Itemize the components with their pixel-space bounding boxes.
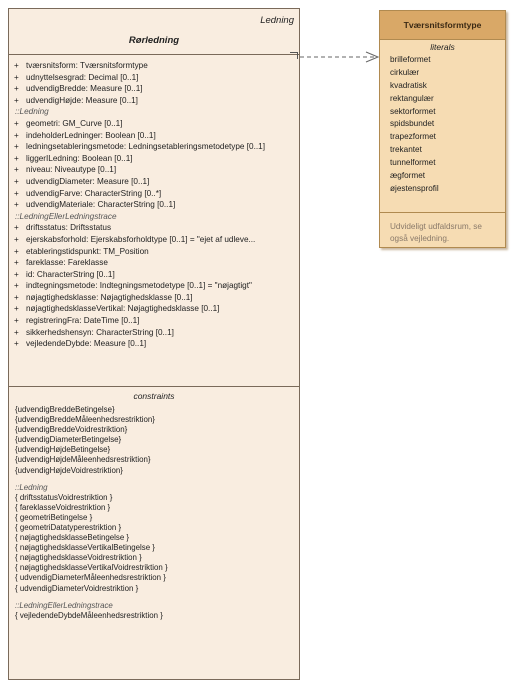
visibility-marker: + [14,292,19,302]
attribute-row [9,83,299,95]
attribute-row [9,118,299,130]
visibility-marker: + [14,153,19,163]
constraint-row: { fareklasseVoidrestriktion } [15,502,111,512]
class-box-rorledning[interactable] [8,8,300,680]
enum-name: Tværsnitsformtype [403,20,482,30]
constraint-row: {udvendigBreddeBetingelse} [15,405,115,414]
attribute-row [9,222,299,234]
attribute-text: udnyttelsesgrad: Decimal [0..1] [26,72,139,82]
constraint-row: {udvendigHøjdeMåleenhedsrestriktion} [15,455,151,465]
visibility-marker: + [14,281,19,291]
constraint-row: {udvendigHøjdeBetingelse} [15,445,111,455]
attribute-text: indtegningsmetode: Indtegningsmetodetype [0..1] = "nøjagtigt" [26,281,252,291]
constraints-divider [9,386,299,387]
enum-literal: ægformet [390,171,426,181]
attribute-text: indeholderLedninger: Boolean [0..1] [26,130,156,140]
enum-header [380,11,505,40]
enum-note: Udvideligt udfaldsrum, se også vejledning. [390,222,482,244]
attribute-text: nøjagtighedsklasseVertikal: Nøjagtighedsklasse [0..1] [26,304,220,314]
attribute-row [9,72,299,84]
visibility-marker: + [14,339,19,349]
visibility-marker: + [14,234,19,244]
attribute-text: nøjagtighedsklasse: Nøjagtighedsklasse [0..1] [26,292,193,302]
attribute-row [9,188,299,200]
class-stereotype: Ledning [260,15,294,26]
visibility-marker: + [14,188,19,198]
enum-literal: kvadratisk [390,80,427,90]
literals-title: literals [430,42,455,52]
attribute-text: udvendigMateriale: CharacterString [0..1] [26,200,176,210]
literals-list [380,54,505,196]
attribute-text: ejerskabsforhold: Ejerskabsforholdtype [0..1] = "ejet af udleve... [26,234,256,244]
attribute-text: driftsstatus: Driftsstatus [26,223,112,233]
enum-literal: cirkulær [390,67,420,77]
visibility-marker: + [14,269,19,279]
enum-box-tvaersnitsformtype[interactable] [379,10,506,248]
attribute-text: niveau: Niveautype [0..1] [26,165,117,175]
attribute-row [9,269,299,281]
constraint-row: { nøjagtighedsklasseVertikalVoidrestriktion } [15,563,168,573]
attribute-row [9,130,299,142]
attribute-row [9,327,299,339]
constraint-row: {udvendigBreddeVoidrestriktion} [15,425,128,435]
visibility-marker: + [14,61,19,70]
attribute-row [9,153,299,165]
visibility-marker: + [14,176,19,186]
constraint-row: { nøjagtighedsklasseVoidrestriktion } [15,553,142,563]
attribute-row [9,303,299,315]
attribute-text: geometri: GM_Curve [0..1] [26,118,123,128]
visibility-marker: + [14,84,19,94]
attribute-row [9,246,299,258]
visibility-marker: + [14,223,19,233]
visibility-marker: + [14,316,19,326]
constraint-row: { geometriDatatyperestriktion } [15,522,122,532]
constraint-row: { udvendigDiameterMåleenhedsrestriktion } [15,573,166,583]
attribute-row [9,257,299,269]
attribute-text: id: CharacterString [0..1] [26,269,115,279]
enum-literal: trapezformet [390,132,436,142]
inherited-group-header: ::LedningEllerLedningstrace [15,211,117,221]
constraint-row: { geometriBetingelse } [15,512,93,522]
attribute-row [9,292,299,304]
constraints-title: constraints [133,391,175,401]
visibility-marker: + [14,142,19,152]
attribute-text: tværsnitsform: Tværsnitsformtype [26,61,148,70]
attributes-compartment [9,55,299,350]
enum-literal: tunnelformet [390,158,436,168]
constraint-group-header: ::LedningEllerLedningstrace [15,600,113,610]
visibility-marker: + [14,130,19,140]
constraint-group-header: ::Ledning [15,482,48,492]
attribute-row [9,338,299,350]
enum-literal: rektangulær [390,93,434,103]
constraint-row: { nøjagtighedsklasseVertikalBetingelse } [15,543,155,553]
constraints-compartment [9,405,299,621]
attribute-row [9,176,299,188]
visibility-marker: + [14,165,19,175]
attribute-text: liggerILedning: Boolean [0..1] [26,153,133,163]
attribute-text: ledningsetableringsmetode: Ledningsetableringsmetodetype [0..1] [26,142,265,152]
attribute-text: registreringFra: DateTime [0..1] [26,316,140,326]
constraint-row: { udvendigDiameterVoidrestriktion } [15,583,139,593]
connector-anchor [290,52,298,59]
constraint-row: { vejledendeDybdeMåleenhedsrestriktion } [15,610,163,620]
attribute-row [9,164,299,176]
visibility-marker: + [14,95,19,105]
attribute-row [9,234,299,246]
attribute-text: vejledendeDybde: Measure [0..1] [26,339,147,349]
constraint-row: { nøjagtighedsklasseBetingelse } [15,533,130,543]
enum-literal: trekantet [390,145,422,155]
enum-literal: brilleformet [390,55,431,64]
constraint-row: { driftsstatusVoidrestriktion } [15,492,113,502]
enum-literal: sektorformet [390,106,436,116]
visibility-marker: + [14,327,19,337]
attribute-text: udvendigHøjde: Measure [0..1] [26,95,138,105]
attribute-text: etableringstidspunkt: TM_Position [26,246,149,256]
attribute-row [9,141,299,153]
inherited-group-header: ::Ledning [15,107,49,117]
attribute-row [9,60,299,72]
constraint-row: {udvendigDiameterBetingelse} [15,435,122,445]
visibility-marker: + [14,200,19,210]
class-name: Rørledning [128,35,180,46]
enum-literal: spidsbundet [390,119,435,129]
attribute-text: udvendigDiameter: Measure [0..1] [26,176,150,186]
enum-literal: øjestensprofil [390,183,439,193]
visibility-marker: + [14,72,19,82]
attribute-text: fareklasse: Fareklasse [26,258,108,268]
enum-divider [380,212,505,213]
attribute-text: udvendigBredde: Measure [0..1] [26,84,143,94]
attribute-row [9,199,299,211]
attribute-text: sikkerhedshensyn: CharacterString [0..1] [26,327,174,337]
attribute-text: udvendigFarve: CharacterString [0..*] [26,188,162,198]
visibility-marker: + [14,258,19,268]
attribute-row [9,95,299,107]
visibility-marker: + [14,118,19,128]
constraint-row: {udvendigBreddeMåleenhedsrestriktion} [15,415,155,425]
constraint-row: {udvendigHøjdeVoidrestriktion} [15,465,123,475]
visibility-marker: + [14,246,19,256]
attribute-row [9,315,299,327]
visibility-marker: + [14,304,19,314]
attribute-row [9,280,299,292]
